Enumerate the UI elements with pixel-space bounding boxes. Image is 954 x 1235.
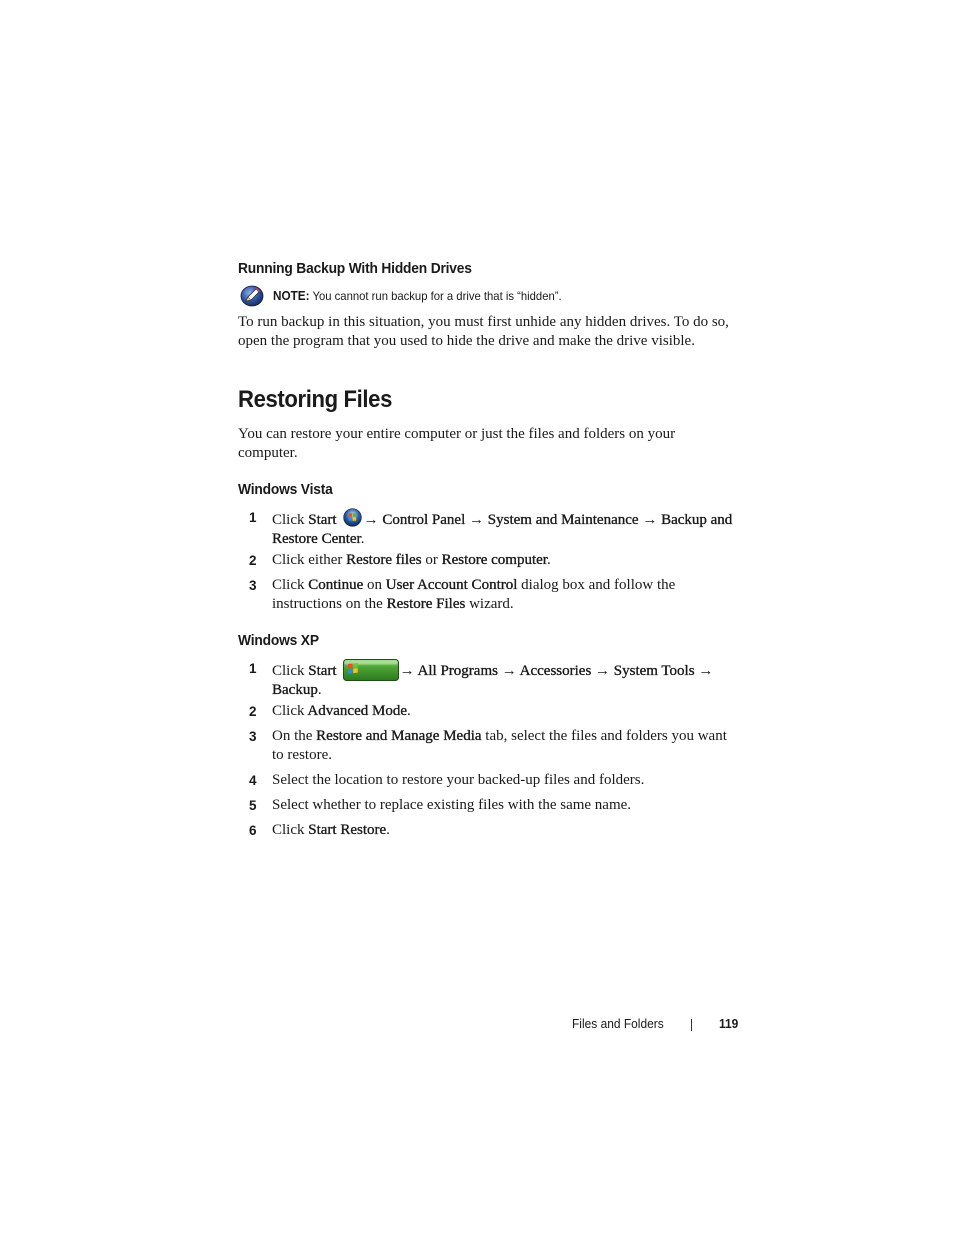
note-pencil-icon bbox=[240, 285, 264, 307]
step-number: 1 bbox=[249, 510, 257, 525]
footer-divider bbox=[691, 1019, 692, 1031]
restore-files-wizard-label: Restore Files bbox=[386, 596, 466, 612]
restore-files-label: Restore files bbox=[346, 552, 422, 568]
restoring-files-paragraph: You can restore your entire computer or just the files and folders on your computer. bbox=[238, 426, 676, 461]
step-number: 6 bbox=[249, 823, 257, 838]
step-number: 3 bbox=[249, 578, 257, 593]
continue-label: Continue bbox=[308, 577, 364, 593]
section-heading-hidden-drives: Running Backup With Hidden Drives bbox=[238, 260, 472, 277]
system-maintenance-label: System and Maintenance bbox=[487, 512, 639, 528]
advanced-mode-label: Advanced Mode bbox=[307, 703, 407, 719]
restore-manage-media-label: Restore and Manage Media bbox=[316, 728, 482, 744]
windows-xp-start-button-icon bbox=[343, 659, 399, 681]
subheading-windows-xp: Windows XP bbox=[238, 632, 319, 649]
page-title-restoring-files: Restoring Files bbox=[238, 386, 392, 413]
subheading-windows-vista: Windows Vista bbox=[238, 481, 333, 498]
user-account-control-label: User Account Control bbox=[385, 577, 518, 593]
step-number: 3 bbox=[249, 729, 257, 744]
note-label: NOTE: bbox=[273, 289, 310, 303]
backup-label: Backup bbox=[272, 682, 318, 698]
system-tools-label: System Tools bbox=[613, 663, 695, 679]
footer-section-name: Files and Folders bbox=[572, 1016, 664, 1031]
step-number: 5 bbox=[249, 798, 257, 813]
step-number: 4 bbox=[249, 773, 257, 788]
step-number: 1 bbox=[249, 661, 257, 676]
note-box bbox=[238, 284, 738, 310]
note-text: You cannot run backup for a drive that is “hidden”. bbox=[309, 289, 562, 303]
step-number: 2 bbox=[249, 704, 257, 719]
all-programs-label: All Programs bbox=[417, 663, 498, 679]
start-label: Start bbox=[308, 512, 337, 528]
step-number: 2 bbox=[249, 553, 257, 568]
start-label: Start bbox=[308, 663, 337, 679]
start-restore-label: Start Restore bbox=[308, 822, 387, 838]
control-panel-label: Control Panel bbox=[382, 512, 466, 528]
windows-vista-start-orb-icon bbox=[343, 508, 362, 527]
hidden-drives-paragraph: To run backup in this situation, you must first unhide any hidden drives. To do so, open the program that you used to hide the drive and make the drive visible. bbox=[238, 314, 729, 349]
backup-restore-center-label: Backup and Restore Center bbox=[272, 512, 733, 547]
footer-page-number: 119 bbox=[719, 1016, 739, 1031]
accessories-label: Accessories bbox=[519, 663, 592, 679]
restore-computer-label: Restore computer bbox=[441, 552, 547, 568]
